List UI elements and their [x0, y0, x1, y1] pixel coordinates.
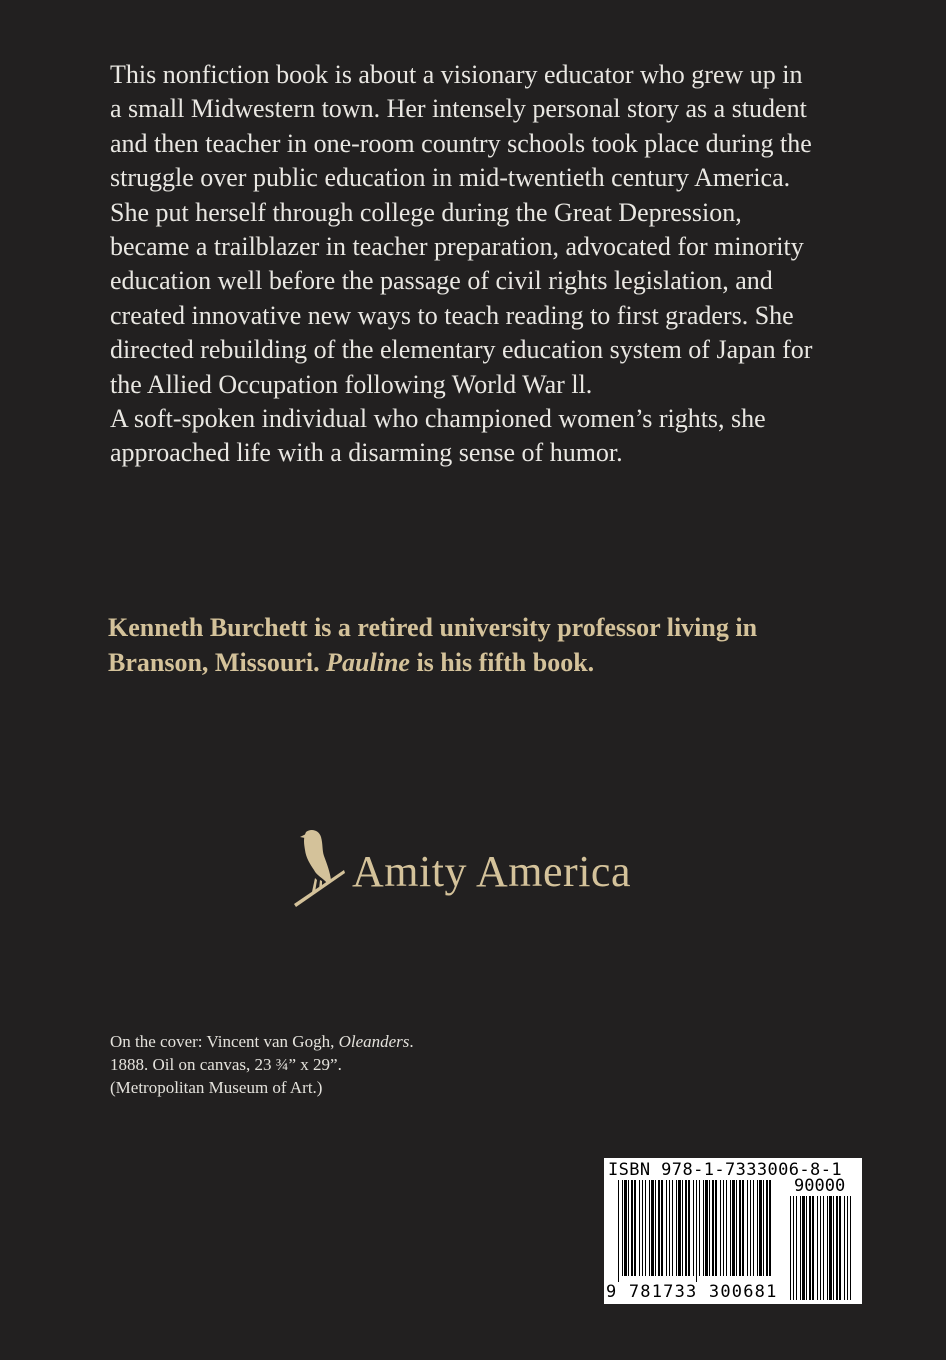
barcode-bar	[800, 1196, 801, 1300]
description-paragraph-1: This nonfiction book is about a visionary educator who grew up in a small Midwestern town. Her intensely personal story as a student and then teacher in one-room country schools took place during the struggle over public education in mid-twentieth century America.	[110, 60, 812, 193]
barcode-bar	[747, 1180, 748, 1276]
barcode-bar	[757, 1180, 758, 1276]
barcode-bar	[624, 1180, 627, 1276]
barcode-bar	[645, 1180, 646, 1276]
barcode-bar	[817, 1196, 818, 1300]
description-paragraph-3: A soft-spoken individual who championed women’s rights, she approached life with a disarming sense of humor.	[110, 404, 766, 468]
author-bio-end: is his fifth book.	[409, 648, 595, 677]
barcode-bar	[802, 1196, 805, 1300]
barcode-bar	[628, 1180, 629, 1276]
barcode-bar	[766, 1180, 768, 1276]
isbn-barcode	[604, 1158, 862, 1304]
addon-barcode-bars	[790, 1196, 856, 1300]
barcode-bar	[836, 1196, 838, 1300]
barcode-bar	[723, 1180, 724, 1276]
barcode-bar	[705, 1180, 708, 1276]
barcode-bar	[658, 1180, 660, 1276]
barcode-bar	[750, 1180, 751, 1276]
cover-credit-period: .	[409, 1032, 414, 1051]
barcode-bar	[742, 1180, 744, 1276]
barcode-bar	[669, 1180, 670, 1276]
barcode-bar	[809, 1196, 811, 1300]
barcode-bar	[839, 1196, 841, 1300]
barcode-bar	[709, 1180, 710, 1276]
barcode-bar	[833, 1196, 834, 1300]
barcode-bar	[759, 1180, 762, 1276]
barcode-bar	[703, 1180, 704, 1276]
author-bio-start: Kenneth Burchett is a retired university professor living in Branson, Missouri.	[108, 613, 758, 677]
publisher-logo	[284, 822, 631, 912]
barcode-bar	[793, 1196, 794, 1300]
description-paragraph-2: She put herself through college during the Great Depression, became a trailblazer in teacher preparation, advocated for minority education well before the passage of civil rights legislation, and created innovative new ways to teach reading to first graders. She directed rebuilding of the elementary education system of Japan for the Allied Occupation following World War ll.	[110, 197, 813, 399]
barcode-bar	[806, 1196, 807, 1300]
barcode-bar	[726, 1180, 727, 1276]
barcode-bar	[844, 1196, 845, 1300]
barcode-bar	[676, 1180, 677, 1276]
barcode-bar	[823, 1196, 824, 1300]
ean-digits: 9 781733 300681	[606, 1282, 778, 1302]
bird-on-branch-icon	[284, 826, 346, 908]
barcode-bar	[790, 1196, 791, 1300]
barcode-bar	[639, 1180, 640, 1276]
book-description	[110, 58, 818, 471]
barcode-bar	[622, 1180, 623, 1276]
barcode-bar	[827, 1196, 828, 1300]
price-code: 90000	[794, 1176, 846, 1196]
barcode-bar	[796, 1196, 797, 1300]
barcode-bar	[642, 1180, 643, 1276]
barcode-bar	[847, 1196, 848, 1300]
barcode-bar	[651, 1180, 654, 1276]
cover-credit-line-1	[110, 1030, 530, 1053]
barcode-bar	[672, 1180, 673, 1276]
barcode-bar	[829, 1196, 832, 1300]
cover-credit	[110, 1030, 530, 1099]
isbn-label: ISBN 978-1-7333006-8-1	[608, 1160, 842, 1180]
barcode-bar	[739, 1180, 741, 1276]
barcode-bar	[720, 1180, 721, 1276]
barcode-bar	[850, 1196, 851, 1300]
cover-credit-line-2: 1888. Oil on canvas, 23 ¾” x 29”.	[110, 1055, 342, 1074]
artwork-title: Oleanders	[338, 1032, 410, 1051]
barcode-bar	[715, 1180, 717, 1276]
barcode-bar	[634, 1180, 636, 1276]
barcode-bar	[666, 1180, 667, 1276]
barcode-bar	[730, 1180, 731, 1276]
ean-barcode-bars	[618, 1180, 776, 1282]
barcode-bar	[649, 1180, 650, 1276]
barcode-bar	[655, 1180, 656, 1276]
barcode-bar	[688, 1180, 690, 1276]
barcode-bar	[685, 1180, 687, 1276]
barcode-bar	[753, 1180, 754, 1276]
author-bio	[108, 610, 828, 680]
barcode-bar	[661, 1180, 663, 1276]
barcode-bar	[736, 1180, 737, 1276]
barcode-bar	[693, 1180, 694, 1276]
barcode-bar	[732, 1180, 735, 1276]
barcode-bar	[769, 1180, 771, 1276]
barcode-bar	[812, 1196, 814, 1300]
publisher-name: Amity America	[352, 846, 631, 896]
barcode-bar	[631, 1180, 633, 1276]
cover-credit-line-3: (Metropolitan Museum of Art.)	[110, 1078, 323, 1097]
book-title: Pauline	[326, 648, 410, 677]
barcode-bar	[699, 1180, 700, 1276]
barcode-bar	[820, 1196, 821, 1300]
barcode-bar	[763, 1180, 764, 1276]
barcode-bar	[696, 1180, 697, 1282]
barcode-bar	[618, 1180, 619, 1282]
cover-credit-start: On the cover: Vincent van Gogh,	[110, 1032, 339, 1051]
barcode-bar	[712, 1180, 714, 1276]
barcode-bar	[682, 1180, 683, 1276]
barcode-bar	[678, 1180, 681, 1276]
author-bio-text	[108, 610, 828, 680]
